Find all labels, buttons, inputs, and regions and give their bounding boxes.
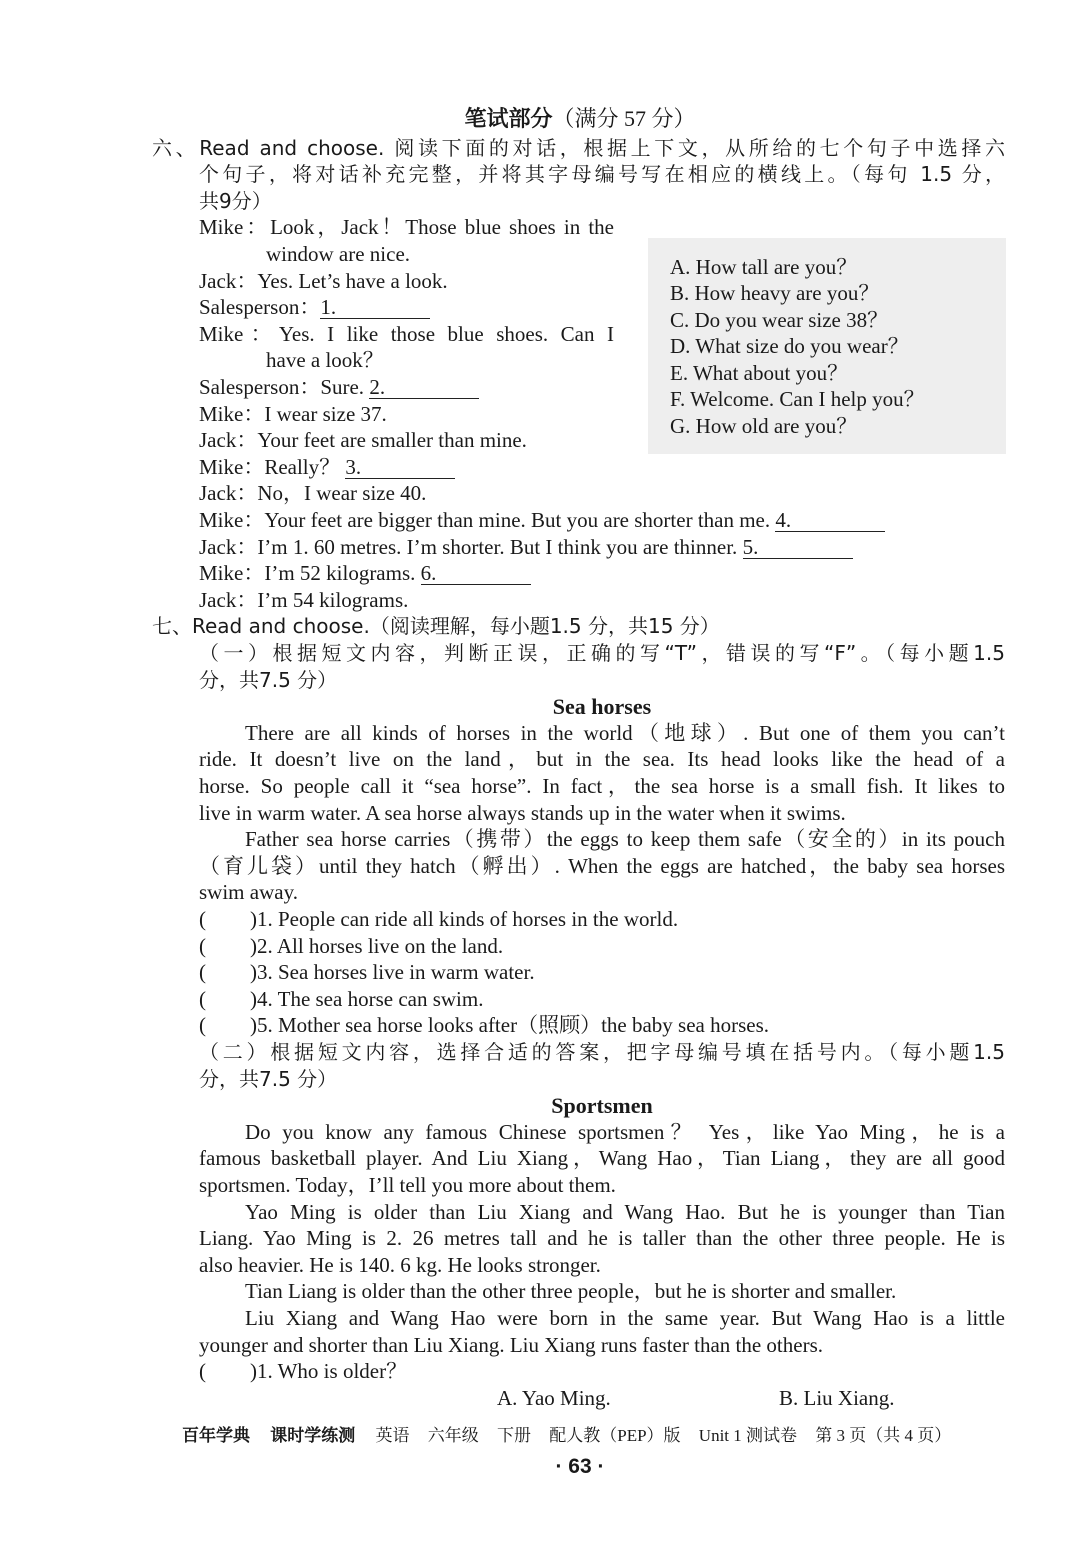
text-line xyxy=(245,720,1005,747)
line-text: sportsmen. Today，I’ll tell you more about them. xyxy=(199,1172,616,1197)
text-line xyxy=(199,161,1005,188)
text-line xyxy=(199,800,1005,827)
text-line xyxy=(199,534,1005,561)
text-line xyxy=(245,1119,1005,1146)
text-line xyxy=(199,214,614,241)
line-text: Jack：Yes. Let’s have a look. xyxy=(199,268,448,293)
line-text: live in warm water. A sea horse always stands up in the water when it swims. xyxy=(199,800,846,825)
text-line xyxy=(199,933,1005,960)
answer-blank[interactable]: 4. xyxy=(775,509,885,532)
text-line xyxy=(199,1066,1005,1093)
text-line xyxy=(199,321,614,348)
text-line xyxy=(199,268,1005,295)
footer xyxy=(182,1421,965,1446)
answer-bracket: ( xyxy=(199,933,206,958)
text-line xyxy=(199,640,1005,667)
line-text: horse. So people call it “sea horse”. In fact，the sea horse is a small fish. It likes to xyxy=(199,773,1005,798)
line-text: 六、Read and choose. 阅读下面的对话，根据上下文，从所给的七个句子中选择六 xyxy=(152,135,1005,160)
section-title xyxy=(0,102,1080,133)
line-text: Salesperson：Sure. xyxy=(199,374,370,399)
text-line xyxy=(199,746,1005,773)
answer-blank[interactable]: 1. xyxy=(320,296,430,319)
answer-bracket: ( xyxy=(199,1359,206,1384)
answer-blank[interactable]: 2. xyxy=(369,376,479,399)
option-item: A. How tall are you？ xyxy=(670,254,858,279)
text-line xyxy=(199,1332,1005,1359)
option-item: E. What about you？ xyxy=(670,360,849,385)
line-text: 分，共7.5 分） xyxy=(199,1066,338,1091)
line-text: )1. Who is older？ xyxy=(250,1359,408,1384)
text-line xyxy=(245,826,1005,853)
line-text: Mike：Your feet are bigger than mine. But you are shorter than me. xyxy=(199,507,776,532)
text-line xyxy=(245,1199,1005,1226)
text-line xyxy=(199,454,1005,481)
text-line xyxy=(199,507,1005,534)
text-line xyxy=(199,1358,1005,1385)
line-text: )3. Sea horses live in warm water. xyxy=(250,960,535,985)
section-score: （满分 57 分） xyxy=(552,106,696,131)
text-line xyxy=(199,188,1005,215)
option-item: F. Welcome. Can I help you？ xyxy=(670,387,925,411)
line-text: ride. It doesn’t live on the land，but in the sea. Its head looks like the head of a xyxy=(199,747,1005,772)
footer-subject: 英语 xyxy=(375,1426,410,1445)
text-line xyxy=(199,667,1005,694)
text-line xyxy=(199,879,1005,906)
text-line xyxy=(199,560,1005,587)
footer-brand: 百年学典 xyxy=(182,1426,250,1446)
line-text: There are all kinds of horses in the world（地球）. But one of them you can’t xyxy=(245,720,1005,745)
answer-blank[interactable]: 5. xyxy=(743,536,853,559)
text-line xyxy=(199,1012,1005,1039)
answer-option-b: B. Liu Xiang. xyxy=(779,1385,895,1410)
text-line xyxy=(245,1305,1005,1332)
line-text: )2. All horses live on the land. xyxy=(250,933,504,958)
text-line xyxy=(199,1385,1005,1412)
line-text: 分，共7.5 分） xyxy=(199,667,338,692)
text-line xyxy=(199,1172,1005,1199)
text-line xyxy=(199,693,1005,720)
line-text: Mike：Yes. I like those blue shoes. Can I xyxy=(199,321,614,346)
text-line xyxy=(152,135,1005,162)
footer-page-of: 第 3 页（共 4 页） xyxy=(815,1426,952,1445)
footer-unit: Unit 1 测试卷 xyxy=(698,1426,798,1445)
line-text: 共9分） xyxy=(199,188,272,213)
text-line xyxy=(199,906,1005,933)
answer-blank[interactable]: 6. xyxy=(421,562,531,585)
option-item: B. How heavy are you？ xyxy=(670,281,880,305)
text-line xyxy=(152,613,1005,640)
line-text: （二）根据短文内容，选择合适的答案，把字母编号填在括号内。（每小题1.5 xyxy=(199,1039,1005,1064)
line-text: 个句子，将对话补充完整，并将其字母编号写在相应的横线上。（每句 1.5 分， xyxy=(199,162,1005,187)
line-text: )5. Mother sea horse looks after（照顾）the baby sea horses. xyxy=(250,1013,770,1038)
line-text: Liu Xiang and Wang Hao were born in the same year. But Wang Hao is a little xyxy=(245,1305,1005,1330)
page-number: · 63 · xyxy=(555,1455,605,1478)
line-text: Jack：I’m 1. 60 metres. I’m shorter. But I think you are thinner. xyxy=(199,534,743,559)
line-text: swim away. xyxy=(199,880,298,905)
line-text: Mike：Look，Jack！Those blue shoes in the xyxy=(199,215,614,240)
line-text: 七、Read and choose.（阅读理解，每小题1.5 分，共15 分） xyxy=(152,614,720,639)
line-text: Sea horses xyxy=(552,694,652,720)
footer-edition: 配人教（PEP）版 xyxy=(549,1426,681,1445)
text-line xyxy=(266,347,766,374)
text-line xyxy=(199,374,1005,401)
answer-bracket: ( xyxy=(199,906,206,931)
text-line xyxy=(199,427,1005,454)
line-text: Tian Liang is older than the other three people，but he is shorter and smaller. xyxy=(245,1279,897,1304)
line-text: Jack：No，I wear size 40. xyxy=(199,481,427,506)
line-text: )1. People can ride all kinds of horses in the world. xyxy=(250,906,679,931)
line-text: Jack：I’m 54 kilograms. xyxy=(199,587,409,612)
answer-option-a: A. Yao Ming. xyxy=(497,1385,611,1410)
line-text: Sportsmen xyxy=(551,1093,653,1119)
text-line xyxy=(199,986,1005,1013)
line-text: have a look？ xyxy=(266,348,384,373)
text-line xyxy=(199,853,1005,880)
text-line xyxy=(199,773,1005,800)
line-text: Mike：Really？ xyxy=(199,454,346,479)
text-line xyxy=(199,587,1005,614)
line-text: （育儿袋）until they hatch（孵出）. When the eggs are hatched，the baby sea horses xyxy=(199,853,1005,878)
line-text: Do you know any famous Chinese sportsmen？ Yes，like Yao Ming，he is a xyxy=(245,1119,1005,1144)
line-text: Father sea horse carries（携带）the eggs to keep them safe（安全的）in its pouch xyxy=(245,827,1005,852)
line-text: also heavier. He is 140. 6 kg. He looks stronger. xyxy=(199,1252,601,1277)
line-text: window are nice. xyxy=(266,241,411,266)
text-line xyxy=(199,1225,1005,1252)
text-line xyxy=(199,480,1005,507)
text-line xyxy=(199,401,1005,428)
footer-grade: 六年级 xyxy=(427,1426,479,1445)
text-line xyxy=(199,1145,1005,1172)
text-line xyxy=(199,1039,1005,1066)
text-line xyxy=(266,241,766,268)
line-text: Mike：I wear size 37. xyxy=(199,401,387,426)
text-line xyxy=(199,959,1005,986)
option-item: D. What size do you wear？ xyxy=(670,334,909,358)
line-text: （一）根据短文内容，判断正误，正确的写“T”，错误的写“F”。（每小题1.5 xyxy=(199,640,1005,665)
line-text: )4. The sea horse can swim. xyxy=(250,986,484,1011)
answer-bracket: ( xyxy=(199,1013,206,1038)
line-text: Salesperson： xyxy=(199,295,321,320)
line-text: Mike：I’m 52 kilograms. xyxy=(199,561,421,586)
line-text: Yao Ming is older than Liu Xiang and Wang Hao. But he is younger than Tian xyxy=(245,1199,1005,1224)
line-text: Liang. Yao Ming is 2. 26 metres tall and he is taller than the other three people. He is xyxy=(199,1226,1005,1251)
line-text: Jack：Your feet are smaller than mine. xyxy=(199,428,527,453)
text-line xyxy=(199,1252,1005,1279)
answer-bracket: ( xyxy=(199,986,206,1011)
answer-bracket: ( xyxy=(199,960,206,985)
text-line xyxy=(199,1092,1005,1119)
answer-blank[interactable]: 3. xyxy=(345,456,455,479)
footer-series: 课时学练测 xyxy=(270,1426,356,1446)
option-item: C. Do you wear size 38？ xyxy=(670,307,889,332)
text-line xyxy=(199,294,1005,321)
line-text: famous basketball player. And Liu Xiang，Wang Hao，Tian Liang，they are all good xyxy=(199,1146,1005,1171)
text-line xyxy=(245,1278,1005,1305)
option-item: G. How old are you？ xyxy=(670,413,858,438)
footer-volume: 下册 xyxy=(497,1426,531,1445)
line-text: younger and shorter than Liu Xiang. Liu Xiang runs faster than the others. xyxy=(199,1332,824,1357)
section-title-main: 笔试部分 xyxy=(464,107,553,132)
